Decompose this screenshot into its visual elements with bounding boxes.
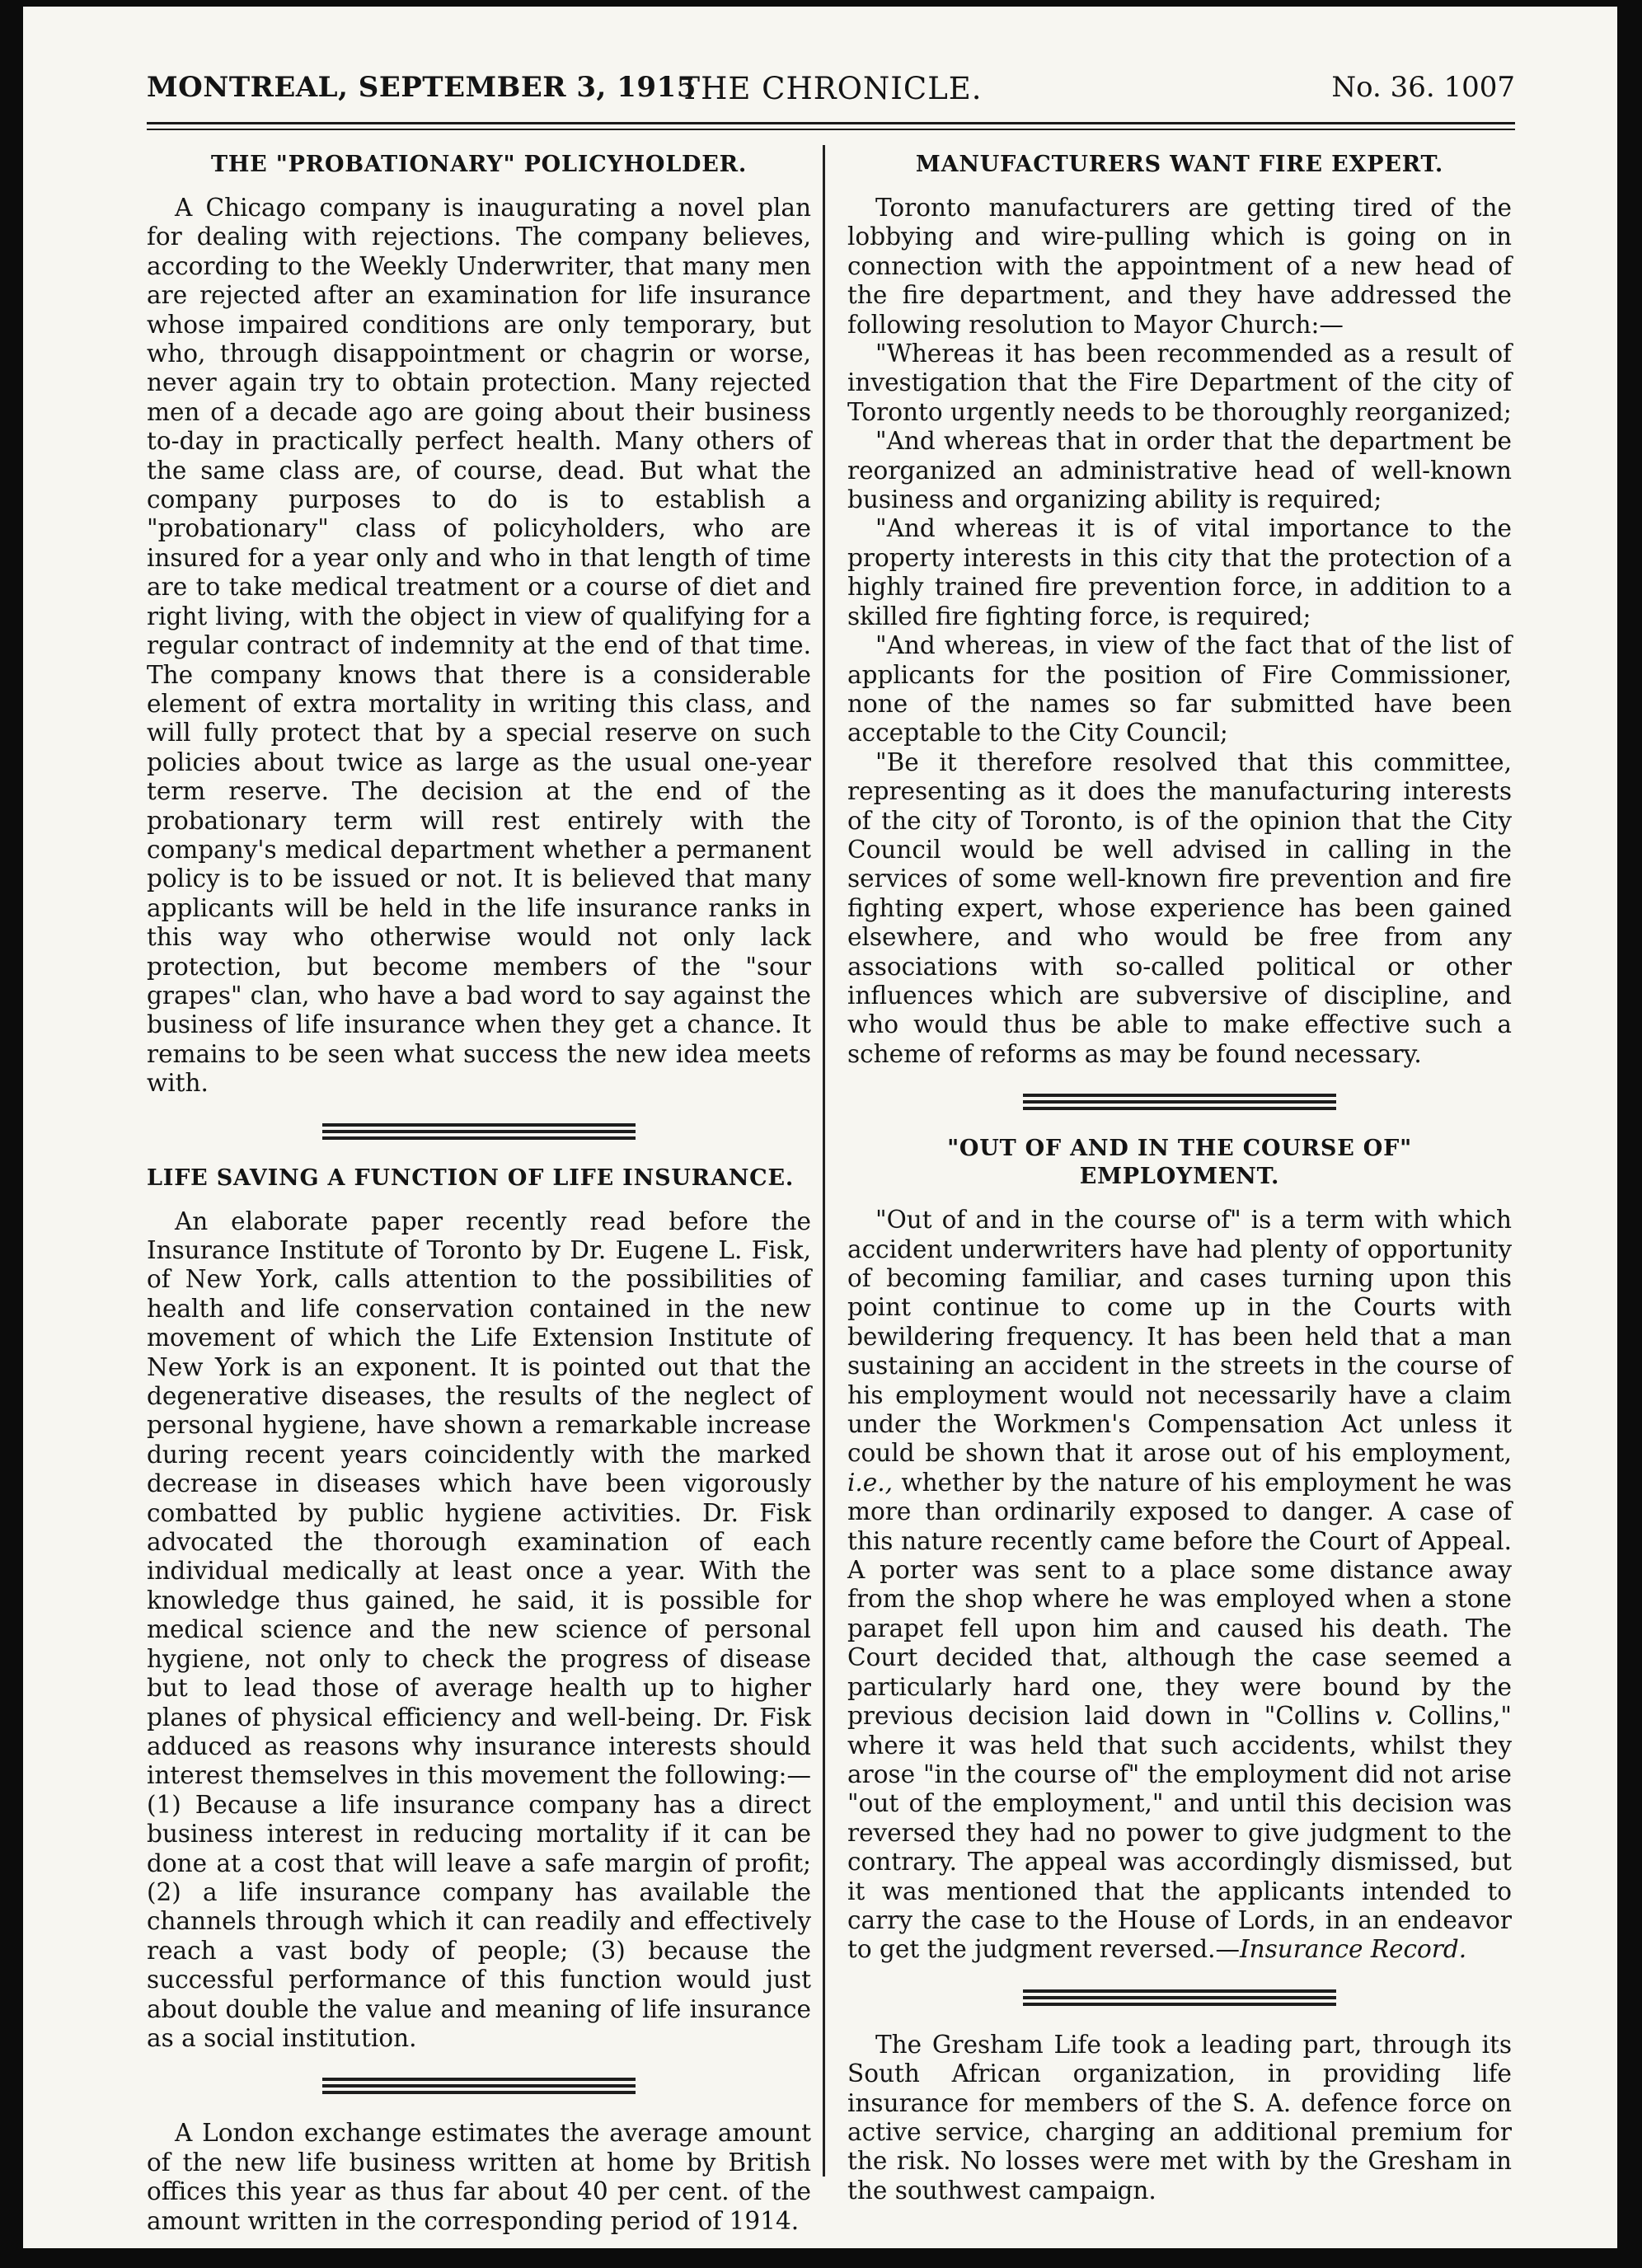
newspaper-page [23,7,1617,2248]
header-rule [147,122,1515,124]
article-separator [1023,1094,1336,1110]
right-column [847,151,1512,2205]
article-separator [322,1123,636,1140]
employment-text-part1: "Out of and in the course of" is a term with which accident underwriters have had plenty of opportunity of becoming familiar, and cases turning upon this point continue to come up in the Courts with bewildering frequency. It has been held that a man sustaining an accident in the streets in the course of his employment would not necessarily have a claim under the Workmen's Compensation Act unless it could be shown that it arose out of his employment, [847,1206,1512,1468]
article-title-life-saving: LIFE SAVING A FUNCTION OF LIFE INSURANCE. [147,1164,795,1191]
article-separator [1023,1989,1336,2006]
left-column [147,151,811,2236]
article-body-life-saving: An elaborate paper recently read before the Insurance Institute of Toronto by Dr. Eugene L. Fisk, of New York, calls attention to the possibilities of health and life conservation contained in the new movement of which the Life Extension Institute of New York is an exponent. It is pointed out that the degenerative diseases, the results of the neglect of personal hygiene, have shown a remarkable increase during recent years coincidently with the marked decrease in diseases which have been vigorously combatted by public hygiene activities. Dr. Fisk advocated the thorough examination of each individual medically at least once a year. With the knowledge thus gained, he said, it is possible for medical science and the new science of personal hygiene, not only to check the progress of disease but to lead those of average health up to higher planes of physical efficiency and well-being. Dr. Fisk adduced as reasons why insurance interests should interest themselves in this movement the following:— (1) Because a life insurance company has a direct business interest in reducing mortality if it can be done at a cost that will leave a safe margin of profit; (2) a life insurance company has available the channels through which it can readily and effectively reach a vast body of people; (3) because the successful performance of this function would just about double the value and meaning of life insurance as a social institution. [147,1207,811,2052]
article-title-employment [847,1135,1512,1191]
employment-v: v. [1374,1702,1394,1731]
employment-title-line2: EMPLOYMENT. [1079,1164,1280,1190]
article-separator [322,2078,636,2094]
fire-expert-para-4: "And whereas it is of vital importance to the property interests in this city that the protection of a highly trained fire prevention force, in addition to a skilled fire fighting force, is required; [847,514,1512,630]
header-dateline: MONTREAL, SEPTEMBER 3, 1915 [147,71,697,104]
article-body-london-exchange: A London exchange estimates the average amount of the new life business written at home by British offices this year as thus far about 40 per cent. of the amount written in the corresponding period of 1914. [147,2119,811,2235]
header-masthead: THE CHRONICLE. [679,71,983,106]
article-body-gresham: The Gresham Life took a leading part, through its South African organization, in providing life insurance for members of the S. A. defence force on active service, charging an additional premium for the risk. No losses were met with by the Gresham in the southwest campaign. [847,2030,1512,2205]
employment-source: Insurance Record. [1239,1935,1467,1964]
article-title-probationary: THE "PROBATIONARY" POLICYHOLDER. [210,152,748,177]
fire-expert-para-1: Toronto manufacturers are getting tired of the lobbying and wire-pulling which is going on in connection with the appointment of a new head of the fire department, and they have addressed the following resolution to Mayor Church:— [847,194,1512,339]
page-header [147,71,1515,112]
column-divider [823,145,825,2177]
article-body-probationary: A Chicago company is inaugurating a novel plan for dealing with rejections. The company believes, according to the Weekly Underwriter, that many men are rejected after an examination for life insurance whose impaired conditions are only temporary, but who, through disappointment or chagrin or worse, never again try to obtain protection. Many rejected men of a decade ago are going about their business to-day in practically perfect health. Many others of the same class are, of course, dead. But what the company purposes to do is to establish a "probationary" class of policyholders, who are insured for a year only and who in that length of time are to take medical treatment or a course of diet and right living, with the object in view of qualifying for a regular contract of indemnity at the end of that time. The company knows that there is a considerable element of extra mortality in writing this class, and will fully protect that by a special reserve on such policies about twice as large as the usual one-year term reserve. The decision at the end of the probationary term will rest entirely with the company's medical department whether a permanent policy is to be issued or not. It is believed that many applicants will be held in the life insurance ranks in this way who otherwise would not only lack protection, but become members of the "sour grapes" clan, who have a bad word to say against the business of life insurance when they get a chance. It remains to be seen what success the new idea meets with. [147,194,811,1098]
fire-expert-para-2: "Whereas it has been recommended as a result of investigation that the Fire Department of the city of Toronto urgently needs to be thoroughly reorganized; [847,340,1512,426]
fire-expert-para-3: "And whereas that in order that the department be reorganized an administrative head of well-known business and organizing ability is required; [847,427,1512,514]
header-rule-thin [147,129,1515,130]
fire-expert-para-6: "Be it therefore resolved that this committee, representing as it does the manufacturing interests of the city of Toronto, is of the opinion that the City Council would be well advised in calling in the services of some well-known fire prevention and fire fighting expert, whose experience has been gained elsewhere, and who would be free from any associations with so-called political or other influences which are subversive of discipline, and who would thus be able to make effective such a scheme of reforms as may be found necessary. [847,747,1512,1068]
employment-text-part2: whether by the nature of his employment he was more than ordinarily exposed to danger. A case of this nature recently came before the Court of Appeal. A porter was sent to a place some distance away from the shop where he was employed when a stone parapet fell upon him and caused his death. The Court decided that, although the case seemed a particularly hard one, they were bound by the previous decision laid down in "Collins [847,1468,1512,1731]
employment-title-line1: "OUT OF AND IN THE COURSE OF" [947,1136,1412,1162]
employment-text-part3: Collins," where it was held that such accidents, whilst they arose "in the course of" the employment did not arise "out of the employment," and until this decision was reversed they had no power to give judgment to the contrary. The appeal was accordingly dismissed, but it was mentioned that the applicants intended to carry the case to the House of Lords, in an endeavor to get the judgment reversed.— [847,1702,1512,1964]
employment-ie: i.e., [847,1468,894,1497]
article-title-fire-expert: MANUFACTURERS WANT FIRE EXPERT. [915,152,1444,177]
fire-expert-para-5: "And whereas, in view of the fact that of the list of applicants for the position of Fire Commissioner, none of the names so far submitted have been acceptable to the City Council; [847,631,1512,747]
header-issue-page: No. 36. 1007 [1331,71,1515,104]
article-body-employment [847,1206,1512,1965]
